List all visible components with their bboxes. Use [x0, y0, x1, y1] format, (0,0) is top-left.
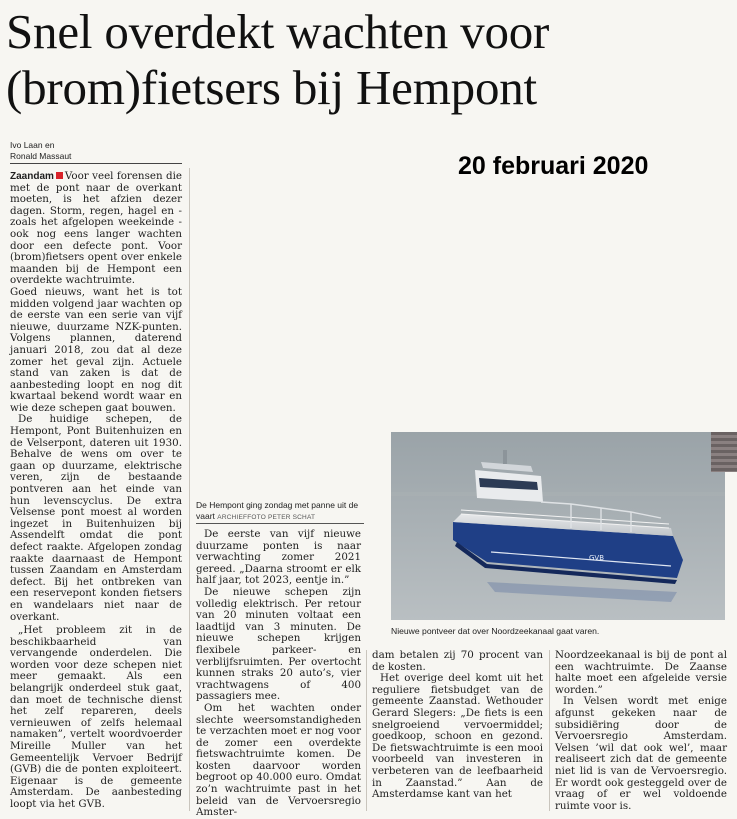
paragraph: „Het probleem zit in de beschikbaarheid van vervangende onderdelen. Die worden voor deze schepen niet meer gemaakt. Als een belangrijk onderdeel stuk gaat, dan moet de technische dienst het zelf repareren, deels vernieuwen of zelfs helemaal namaken”, vertelt woordvoerder Mireille Muller van het Gemeentelijk Vervoer Bedrijf (GVB) die de ponten exploiteert. Eigenaar is de gemeente Amsterdam. De aanbesteding loopt via het GVB.: [10, 624, 182, 810]
paragraph: In Velsen wordt met enige afgunst gekeken naar de subsidiëring door de Vervoersregio Amsterdam. Velsen ’wil dat ook wel’, maar realiseert zich dat de gemeente niet lid is van de Vervoersregio. Er wordt ook gesteggeld over de vraag of er wel voldoende ruimte voor is.: [555, 695, 727, 812]
lead-paragraph: [10, 171, 182, 287]
dateline: Zaandam: [10, 171, 54, 182]
ferry-photo-caption: Nieuwe pontveer dat over Noordzeekanaal gaat varen.: [391, 626, 600, 636]
red-square-icon: [56, 172, 63, 179]
ferry-hull-label: GVB: [589, 554, 605, 562]
byline: [10, 140, 71, 162]
headline-line-1: Snel overdekt wachten voor: [6, 4, 550, 59]
article-column-4: [555, 650, 727, 811]
byline-author-2: Ronald Massaut: [10, 151, 72, 161]
column-divider: [549, 650, 550, 811]
paragraph: dam betalen zij 70 procent van de kosten.: [372, 649, 543, 673]
paragraph: Het overige deel komt uit het reguliere fietsbudget van de gemeente Zaanstad. Wethouder Gerard Slegers: „De fiets is een snelgroeiend vervoermiddel; goedkoop, schoon en gezond. De fietswachtruimte is een mooi voorbeeld van investeren in verbeteren van de leefbaarheid in Zaanstad.” Aan de Amsterdamse kant van het: [372, 672, 543, 801]
headline-line-2: (brom)fietsers bij Hempont: [6, 60, 537, 115]
article-column-1-continued: [10, 625, 182, 811]
column-divider: [189, 168, 190, 811]
paragraph: Om het wachten onder slechte weersomstandigheden te verzachten moet er nog voor de zomer een overdekte fietswachtruimte komen. De kosten daarvoor worden begroot op 40.000 euro. Omdat zo’n wachtruimte past in het beleid van de Vervoersregio Amster-: [196, 701, 361, 819]
column-divider: [366, 650, 367, 811]
paragraph: De huidige schepen, de Hempont, Pont Buitenhuizen en de Velserpont, dateren uit 1930. Behalve de wens om over te gaan op duurzame, elektrische veren, zijn de bestaande pontveren aan het einde van hun levenscyclus. De extra Velsense pont moest al worden ingezet in Buitenhuizen bij Assendelft omdat die pont defect raakte. Afgelopen zondag raakte daarnaast de Hempont tussen Zaandam en Amsterdam defect. Bij het ontbreken van een reservepont konden fietsers en wandelaars niet naar de overkant.: [10, 413, 182, 623]
paragraph: De nieuwe schepen zijn volledig elektrisch. Per retour van 20 minuten voltaat een laadtijd van 3 minuten. De nieuwe schepen krijgen flexibele parkeer- en verblijfsruimten. Per overtocht kunnen straks 20 auto’s, vier vrachtwagens of 400 passagiers mee.: [196, 585, 361, 703]
byline-divider: [10, 163, 182, 164]
byline-author-1: Ivo Laan en: [10, 140, 55, 150]
paragraph: De eerste van vijf nieuwe duurzame ponten is naar verwachting zomer 2021 gereed. „Daarna stroomt er elk half jaar, tot 2023, eentje in.”: [196, 528, 361, 587]
paragraph-text: Voor veel forensen die met de pont naar de overkant moeten, is het afzien dezer dagen. Storm, regen, hagel en - zoals het afgelopen weekeinde - ook nog eens langer wachten door een defecte pont. Voor (brom)fietsers opent over enkele maanden bij de Hempont een overdekte wachtruimte.: [10, 170, 182, 287]
adjacent-photo-edge: [711, 432, 737, 472]
article-column-2: [196, 528, 361, 819]
headline: [6, 4, 731, 116]
ferry-illustration: [391, 432, 725, 620]
ferry-photo: [391, 432, 725, 620]
paragraph: Noordzeekanaal is bij de pont al een wachtruimte. De Zaanse halte moet een afgeleide versie worden.”: [555, 649, 727, 696]
paragraph: Goed nieuws, want het is tot midden volgend jaar wachten op de eerste van een serie van vijf nieuwe, duurzame NZK-punten. Volgens plannen, daterend januari 2018, zou dat al deze zomer het geval zijn. Actuele stand van zaken is dat de aanbesteding loopt en nog dit kwartaal bekend wordt waar en wie deze schepen gaat bouwen.: [10, 285, 182, 414]
small-caption-text: De Hempont ging zondag met panne uit de vaart: [196, 500, 359, 521]
article-column-3: [372, 650, 543, 811]
caption-divider: [196, 523, 364, 524]
photo-credit: ARCHIEFFOTO PETER SCHAT: [217, 514, 316, 521]
date-stamp: 20 februari 2020: [458, 152, 649, 180]
small-photo-caption: [196, 500, 366, 523]
